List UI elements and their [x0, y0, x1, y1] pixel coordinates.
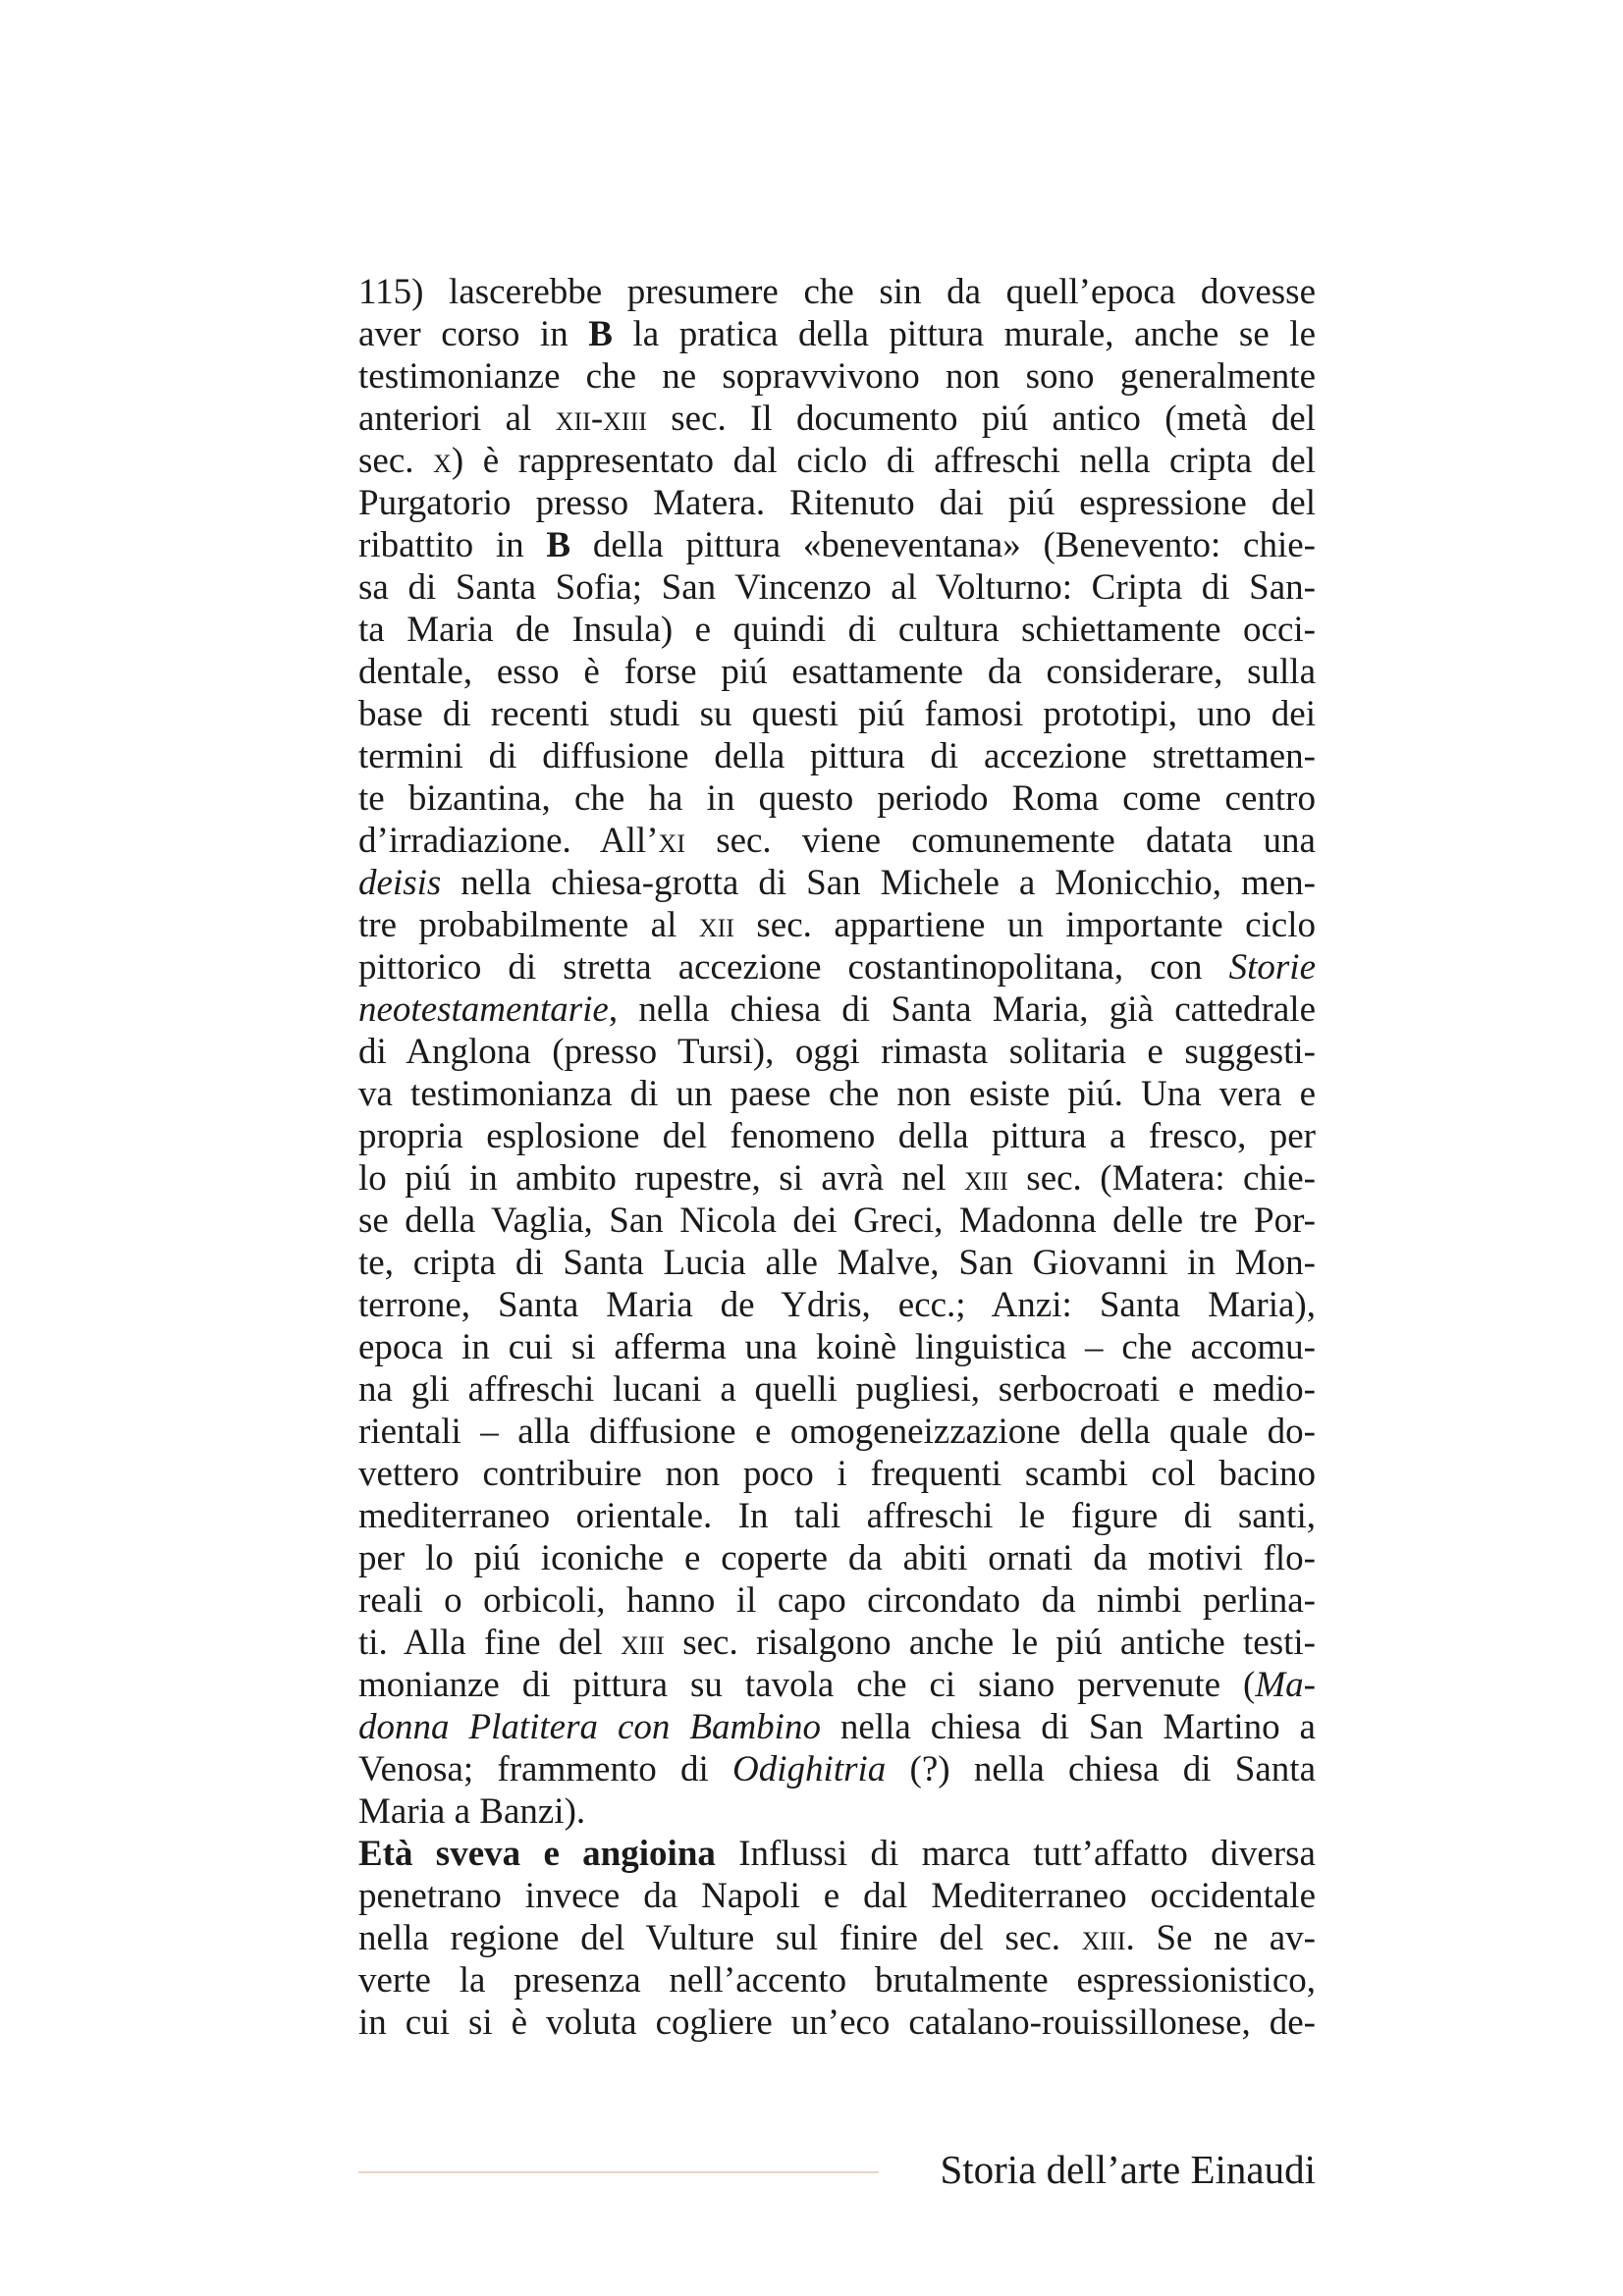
text-segment: va testimonianza di un paese che non esiste piú. Una vera e — [358, 1074, 1316, 1114]
text-segment: vettero contribuire non poco i frequenti scambi col bacino — [358, 1454, 1316, 1494]
text-segment: testimonianze che ne sopravvivono non sono generalmente — [358, 356, 1316, 397]
text-segment: rientali – alla diffusione e omogeneizzazione della quale do- — [358, 1412, 1316, 1452]
text-segment: Influssi di marca tutt’affatto diversa — [715, 1834, 1316, 1874]
text-segment: pittorico di stretta accezione costantinopolitana, con — [358, 947, 1229, 988]
text-segment: sa di Santa Sofia; San Vincenzo al Volturno: Cripta di San- — [358, 567, 1316, 608]
text-line — [358, 988, 1316, 1031]
text-line — [358, 398, 1316, 440]
text-segment: nella regione del Vulture sul finire del sec. — [358, 1918, 1082, 1958]
small-caps-text: x — [433, 441, 452, 481]
text-line — [358, 1073, 1316, 1115]
small-caps-text: xiii — [621, 1623, 665, 1663]
text-line — [358, 566, 1316, 609]
text-segment: nella chiesa-grotta di San Michele a Monicchio, men- — [441, 863, 1316, 903]
text-line — [358, 777, 1316, 820]
text-line — [358, 862, 1316, 904]
text-segment: tre probabilmente al — [358, 905, 699, 945]
text-line — [358, 1875, 1316, 1917]
text-segment: na gli affreschi lucani a quelli pugliesi, serbocroati e medio- — [358, 1369, 1316, 1410]
text-line — [358, 1790, 1316, 1833]
italic-text: deisis — [358, 863, 442, 903]
text-line — [358, 440, 1316, 482]
text-line — [358, 2002, 1316, 2044]
italic-text: Odighitria — [732, 1749, 887, 1789]
italic-text: donna Platitera con Bambino — [358, 1707, 821, 1747]
small-caps-text: xii — [698, 905, 734, 945]
text-segment: sec. appartiene un importante ciclo — [733, 905, 1316, 945]
text-line — [358, 1537, 1316, 1579]
text-line — [358, 1115, 1316, 1157]
text-segment: Venosa; frammento di — [358, 1749, 733, 1789]
text-segment: sec. (Matera: chie- — [1007, 1158, 1316, 1199]
text-line — [358, 609, 1316, 651]
text-segment: ti. Alla fine del — [358, 1623, 622, 1663]
text-line — [358, 1411, 1316, 1453]
text-line — [358, 1242, 1316, 1284]
text-segment: . Se ne av- — [1125, 1918, 1316, 1958]
text-line — [358, 1917, 1316, 1959]
text-line — [358, 1368, 1316, 1411]
text-segment: di Anglona (presso Tursi), oggi rimasta solitaria e suggesti- — [358, 1032, 1316, 1072]
italic-text: Storie — [1228, 947, 1316, 988]
body-text — [358, 271, 1316, 2044]
text-line — [358, 271, 1316, 313]
text-line — [358, 1326, 1316, 1368]
text-line — [358, 693, 1316, 735]
text-line — [358, 524, 1316, 566]
text-line — [358, 313, 1316, 355]
text-line — [358, 1579, 1316, 1622]
text-segment: sec. — [358, 441, 434, 481]
footer-title: Storia dell’arte Einaudi — [940, 2147, 1316, 2192]
text-segment: aver corso in — [358, 314, 589, 354]
text-segment: in cui si è voluta cogliere un’eco catalano-rouissillonese, de- — [358, 2002, 1316, 2043]
text-line — [358, 1664, 1316, 1706]
footer-rule — [358, 2171, 879, 2173]
text-line — [358, 482, 1316, 524]
text-segment: ta Maria de Insula) e quindi di cultura schiettamente occi- — [358, 610, 1316, 650]
text-line — [358, 1748, 1316, 1790]
text-segment: sec. risalgono anche le piú antiche testi- — [664, 1623, 1316, 1663]
italic-text: Ma- — [1255, 1665, 1316, 1705]
text-segment: termini di diffusione della pittura di accezione strettamen- — [358, 736, 1316, 776]
text-segment: per lo piú iconiche e coperte da abiti ornati da motivi flo- — [358, 1538, 1316, 1578]
text-segment: lo piú in ambito rupestre, si avrà nel — [358, 1158, 965, 1199]
text-line — [358, 820, 1316, 862]
text-segment: monianze di pittura su tavola che ci siano pervenute ( — [358, 1665, 1256, 1705]
text-segment: , nella chiesa di Santa Maria, già cattedrale — [608, 989, 1316, 1030]
text-line — [358, 1706, 1316, 1748]
bold-text: B — [588, 314, 613, 354]
text-segment: nella chiesa di San Martino a — [820, 1707, 1316, 1747]
text-segment: propria esplosione del fenomeno della pittura a fresco, per — [358, 1116, 1316, 1156]
text-line — [358, 735, 1316, 777]
text-line — [358, 1031, 1316, 1073]
text-segment: la pratica della pittura murale, anche se le — [612, 314, 1316, 354]
text-line — [358, 946, 1316, 988]
text-line — [358, 651, 1316, 693]
text-line — [358, 1495, 1316, 1537]
text-segment: mediterraneo orientale. In tali affreschi le figure di santi, — [358, 1496, 1316, 1536]
text-segment: ribattito in — [358, 525, 547, 565]
text-line — [358, 1833, 1316, 1875]
small-caps-text: xi — [658, 821, 685, 861]
text-segment: verte la presenza nell’accento brutalmente espressionistico, — [358, 1960, 1316, 2001]
text-segment: reali o orbicoli, hanno il capo circondato da nimbi perlina- — [358, 1580, 1316, 1621]
text-line — [358, 1453, 1316, 1495]
text-segment: sec. Il documento piú antico (metà del — [646, 399, 1316, 439]
text-segment: se della Vaglia, San Nicola dei Greci, Madonna delle tre Por- — [358, 1201, 1316, 1241]
text-segment: Maria a Banzi). — [358, 1791, 586, 1832]
text-segment: base di recenti studi su questi piú famosi prototipi, uno dei — [358, 694, 1316, 734]
text-line — [358, 1959, 1316, 2002]
text-line — [358, 1200, 1316, 1242]
text-line — [358, 1157, 1316, 1200]
text-segment: penetrano invece da Napoli e dal Mediterraneo occidentale — [358, 1876, 1316, 1916]
small-caps-text: xii-xiii — [555, 399, 647, 439]
text-segment: dentale, esso è forse piú esattamente da considerare, sulla — [358, 652, 1316, 692]
text-line — [358, 904, 1316, 946]
text-segment: d’irradiazione. All’ — [358, 821, 659, 861]
text-segment: anteriori al — [358, 399, 556, 439]
bold-text: Età sveva e angioina — [358, 1834, 716, 1874]
text-segment: terrone, Santa Maria de Ydris, ecc.; Anzi: Santa Maria), — [358, 1285, 1316, 1325]
text-line — [358, 1284, 1316, 1326]
text-line — [358, 1622, 1316, 1664]
text-segment: ) è rappresentato dal ciclo di affreschi nella cripta del — [451, 441, 1316, 481]
text-segment: te, cripta di Santa Lucia alle Malve, San Giovanni in Mon- — [358, 1243, 1316, 1283]
small-caps-text: xiii — [1081, 1918, 1126, 1958]
bold-text: B — [546, 525, 571, 565]
text-segment: 115) lascerebbe presumere che sin da quell’epoca dovesse — [358, 272, 1316, 312]
small-caps-text: xiii — [964, 1158, 1008, 1199]
text-segment: te bizantina, che ha in questo periodo Roma come centro — [358, 778, 1316, 819]
italic-text: neotestamentarie — [358, 989, 609, 1030]
text-segment: sec. viene comunemente datata una — [684, 821, 1316, 861]
text-line — [358, 355, 1316, 398]
text-segment: (?) nella chiesa di Santa — [886, 1749, 1317, 1789]
text-segment: della pittura «beneventana» (Benevento: chie- — [570, 525, 1316, 565]
text-segment: Purgatorio presso Matera. Ritenuto dai piú espressione del — [358, 483, 1316, 523]
text-segment: epoca in cui si afferma una koinè linguistica – che accomu- — [358, 1327, 1316, 1367]
